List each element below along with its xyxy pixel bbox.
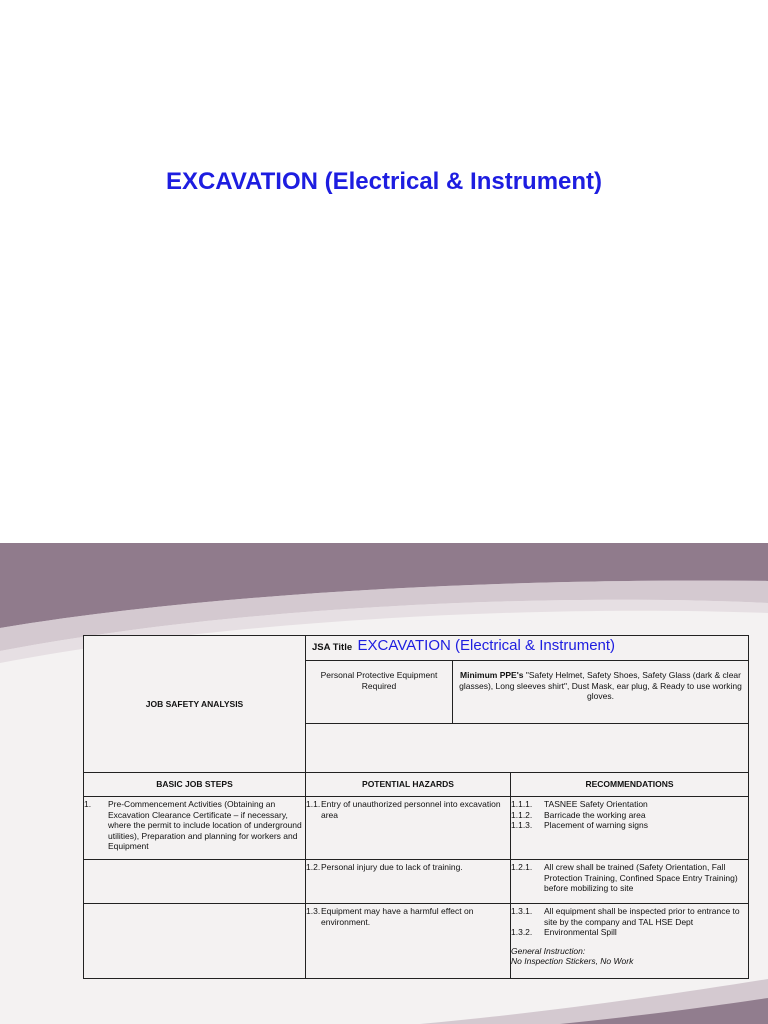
header-potential-hazards: POTENTIAL HAZARDS bbox=[306, 773, 511, 797]
rec-1-3-1 bbox=[511, 906, 745, 927]
general-instruction-text: No Inspection Stickers, No Work bbox=[511, 956, 634, 966]
rec-1-1-1-num: 1.1.1. bbox=[511, 799, 533, 809]
jsa-table bbox=[83, 635, 749, 979]
hazard-1-1-text: Entry of unauthorized personnel into excavation area bbox=[321, 799, 501, 820]
rec-1-3-2-num: 1.3.2. bbox=[511, 927, 533, 937]
ppe-bold: Minimum PPE's bbox=[460, 670, 524, 680]
rec-1-1-1-text: TASNEE Safety Orientation bbox=[544, 799, 648, 809]
rec-1-3-2-text: Environmental Spill bbox=[544, 927, 617, 937]
ppe-label-cell bbox=[306, 661, 453, 724]
hazard-1-1-num: 1.1. bbox=[306, 799, 321, 809]
jsa-title-cell bbox=[306, 636, 749, 661]
hazard-1-3-text: Equipment may have a harmful effect on environment. bbox=[321, 906, 474, 927]
step-1-num: 1. bbox=[84, 799, 92, 809]
general-instruction-label: General Instruction: bbox=[511, 945, 586, 956]
rec-1-1-2-num: 1.1.2. bbox=[511, 809, 533, 820]
jsa-label-cell bbox=[84, 636, 306, 773]
step-1-cell bbox=[84, 797, 306, 860]
rec-1-1-2 bbox=[511, 810, 745, 821]
ppe-value-cell bbox=[453, 661, 749, 724]
hazard-1-3-num: 1.3. bbox=[306, 906, 321, 916]
rec-1-1-3 bbox=[511, 820, 745, 831]
rec-1-2-cell bbox=[511, 860, 749, 904]
hazard-1-3-cell bbox=[306, 904, 511, 979]
step-empty-cell-2 bbox=[84, 860, 306, 904]
header-basic-job-steps: BASIC JOB STEPS bbox=[84, 773, 306, 797]
step-empty-cell-3 bbox=[84, 904, 306, 979]
slide-1-title: EXCAVATION (Electrical & Instrument) bbox=[165, 168, 603, 195]
rec-1-2-1-text: All crew shall be trained (Safety Orientation, Fall Protection Training, Confined Space Entry Training) before mobilizing to site bbox=[544, 862, 738, 893]
ppe-label: Personal Protective Equipment Required bbox=[320, 670, 438, 691]
hazard-1-2-text: Personal injury due to lack of training. bbox=[321, 862, 463, 872]
hazard-1-3 bbox=[306, 906, 507, 927]
hazard-1-1 bbox=[306, 799, 507, 820]
slide-2 bbox=[0, 543, 768, 1024]
jsa-title-value: EXCAVATION (Electrical & Instrument) bbox=[357, 637, 616, 654]
hazard-1-2-cell bbox=[306, 860, 511, 904]
rec-1-2-1-num: 1.2.1. bbox=[511, 862, 533, 872]
rec-1-3-2 bbox=[511, 927, 745, 938]
hazard-1-2-num: 1.2. bbox=[306, 862, 321, 872]
rec-1-1-3-num: 1.1.3. bbox=[511, 820, 533, 830]
step-1 bbox=[84, 799, 302, 852]
header-recommendations: RECOMMENDATIONS bbox=[511, 773, 749, 797]
rec-1-1-1 bbox=[511, 799, 745, 810]
jsa-title-label: JSA Title bbox=[312, 642, 353, 653]
hazard-1-1-cell bbox=[306, 797, 511, 860]
rec-1-1-3-text: Placement of warning signs bbox=[544, 820, 648, 830]
rec-1-2-1 bbox=[511, 862, 745, 894]
rec-1-3-cell bbox=[511, 904, 749, 979]
rec-1-1-cell bbox=[511, 797, 749, 860]
step-1-text: Pre-Commencement Activities (Obtaining an Excavation Clearance Certificate – if necessary, where the permit to include location of underground utilities), Preparation and planning for workers and Equipment bbox=[108, 799, 302, 851]
general-instruction bbox=[511, 946, 745, 967]
rec-1-1-2-text: Barricade the working area bbox=[544, 809, 646, 820]
ppe-text: "Safety Helmet, Safety Shoes, Safety Glass (dark & clear glasses), Long sleeves shirt", Dust Mask, ear plug, & Ready to use working gloves. bbox=[459, 670, 742, 701]
jsa-label: JOB SAFETY ANALYSIS bbox=[145, 698, 244, 709]
blank-cell bbox=[306, 724, 749, 773]
hazard-1-2 bbox=[306, 862, 507, 873]
rec-1-3-1-text: All equipment shall be inspected prior to entrance to site by the company and TAL HSE Dept bbox=[544, 906, 740, 927]
rec-1-3-1-num: 1.3.1. bbox=[511, 906, 533, 916]
